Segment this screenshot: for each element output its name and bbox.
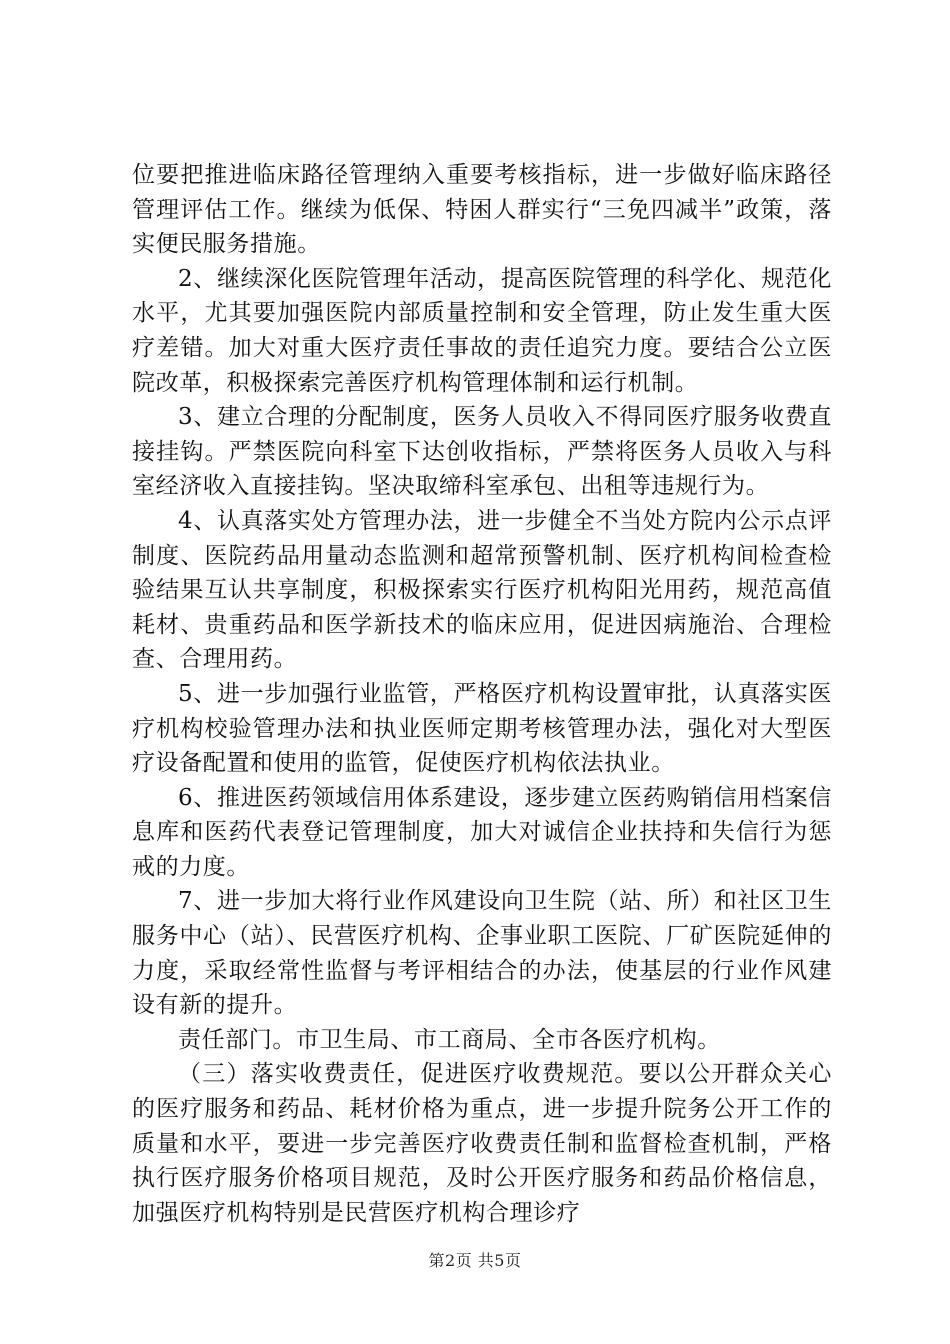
paragraph-item-2: 2、继续深化医院管理年活动，提高医院管理的科学化、规范化水平，尤其要加强医院内部质量控制和安全管理，防止发生重大医疗差错。加大对重大医疗责任事故的责任追究力度。要结合公立医院改革，积极探索完善医疗机构管理体制和运行机制。: [132, 265, 832, 396]
document-body: [132, 158, 832, 1230]
page-footer: 第2页 共5页: [428, 1251, 522, 1270]
paragraph-continuation: 位要把推进临床路径管理纳入重要考核指标，进一步做好临床路径管理评估工作。继续为低保、特困人群实行“三免四减半”政策，落实便民服务措施。: [132, 162, 832, 258]
paragraph-item-3: 3、建立合理的分配制度，医务人员收入不得同医疗服务收费直接挂钩。严禁医院向科室下达创收指标，严禁将医务人员收入与科室经济收入直接挂钩。坚决取缔科室承包、出租等违规行为。: [132, 404, 832, 500]
paragraph-item-7: 7、进一步加大将行业作风建设向卫生院（站、所）和社区卫生服务中心（站）、民营医疗机构、企事业职工医院、厂矿医院延伸的力度，采取经常性监督与考评相结合的办法，使基层的行业作风建设有新的提升。: [132, 888, 832, 1019]
paragraph-section-3: （三）落实收费责任，促进医疗收费规范。要以公开群众关心的医疗服务和药品、耗材价格为重点，进一步提升院务公开工作的质量和水平，要进一步完善医疗收费责任制和监督检查机制，严格执行医疗服务价格项目规范，及时公开医疗服务和药品价格信息，加强医疗机构特别是民营医疗机构合理诊疗: [132, 1061, 832, 1226]
paragraph-responsible-departments: 责任部门。市卫生局、市工商局、全市各医疗机构。: [178, 1026, 721, 1053]
paragraph-item-4: 4、认真落实处方管理办法，进一步健全不当处方院内公示点评制度、医院药品用量动态监测和超常预警机制、医疗机构间检查检验结果互认共享制度，积极探索实行医疗机构阳光用药，规范高值耗材、贵重药品和医学新技术的临床应用，促进因病施治、合理检查、合理用药。: [132, 507, 832, 673]
paragraph-item-6: 6、推进医药领域信用体系建设，逐步建立医药购销信用档案信息库和医药代表登记管理制度，加大对诚信企业扶持和失信行为惩戒的力度。: [132, 784, 832, 880]
paragraph-item-5: 5、进一步加强行业监管，严格医疗机构设置审批，认真落实医疗机构校验管理办法和执业医师定期考核管理办法，强化对大型医疗设备配置和使用的监管，促使医疗机构依法执业。: [132, 680, 832, 777]
